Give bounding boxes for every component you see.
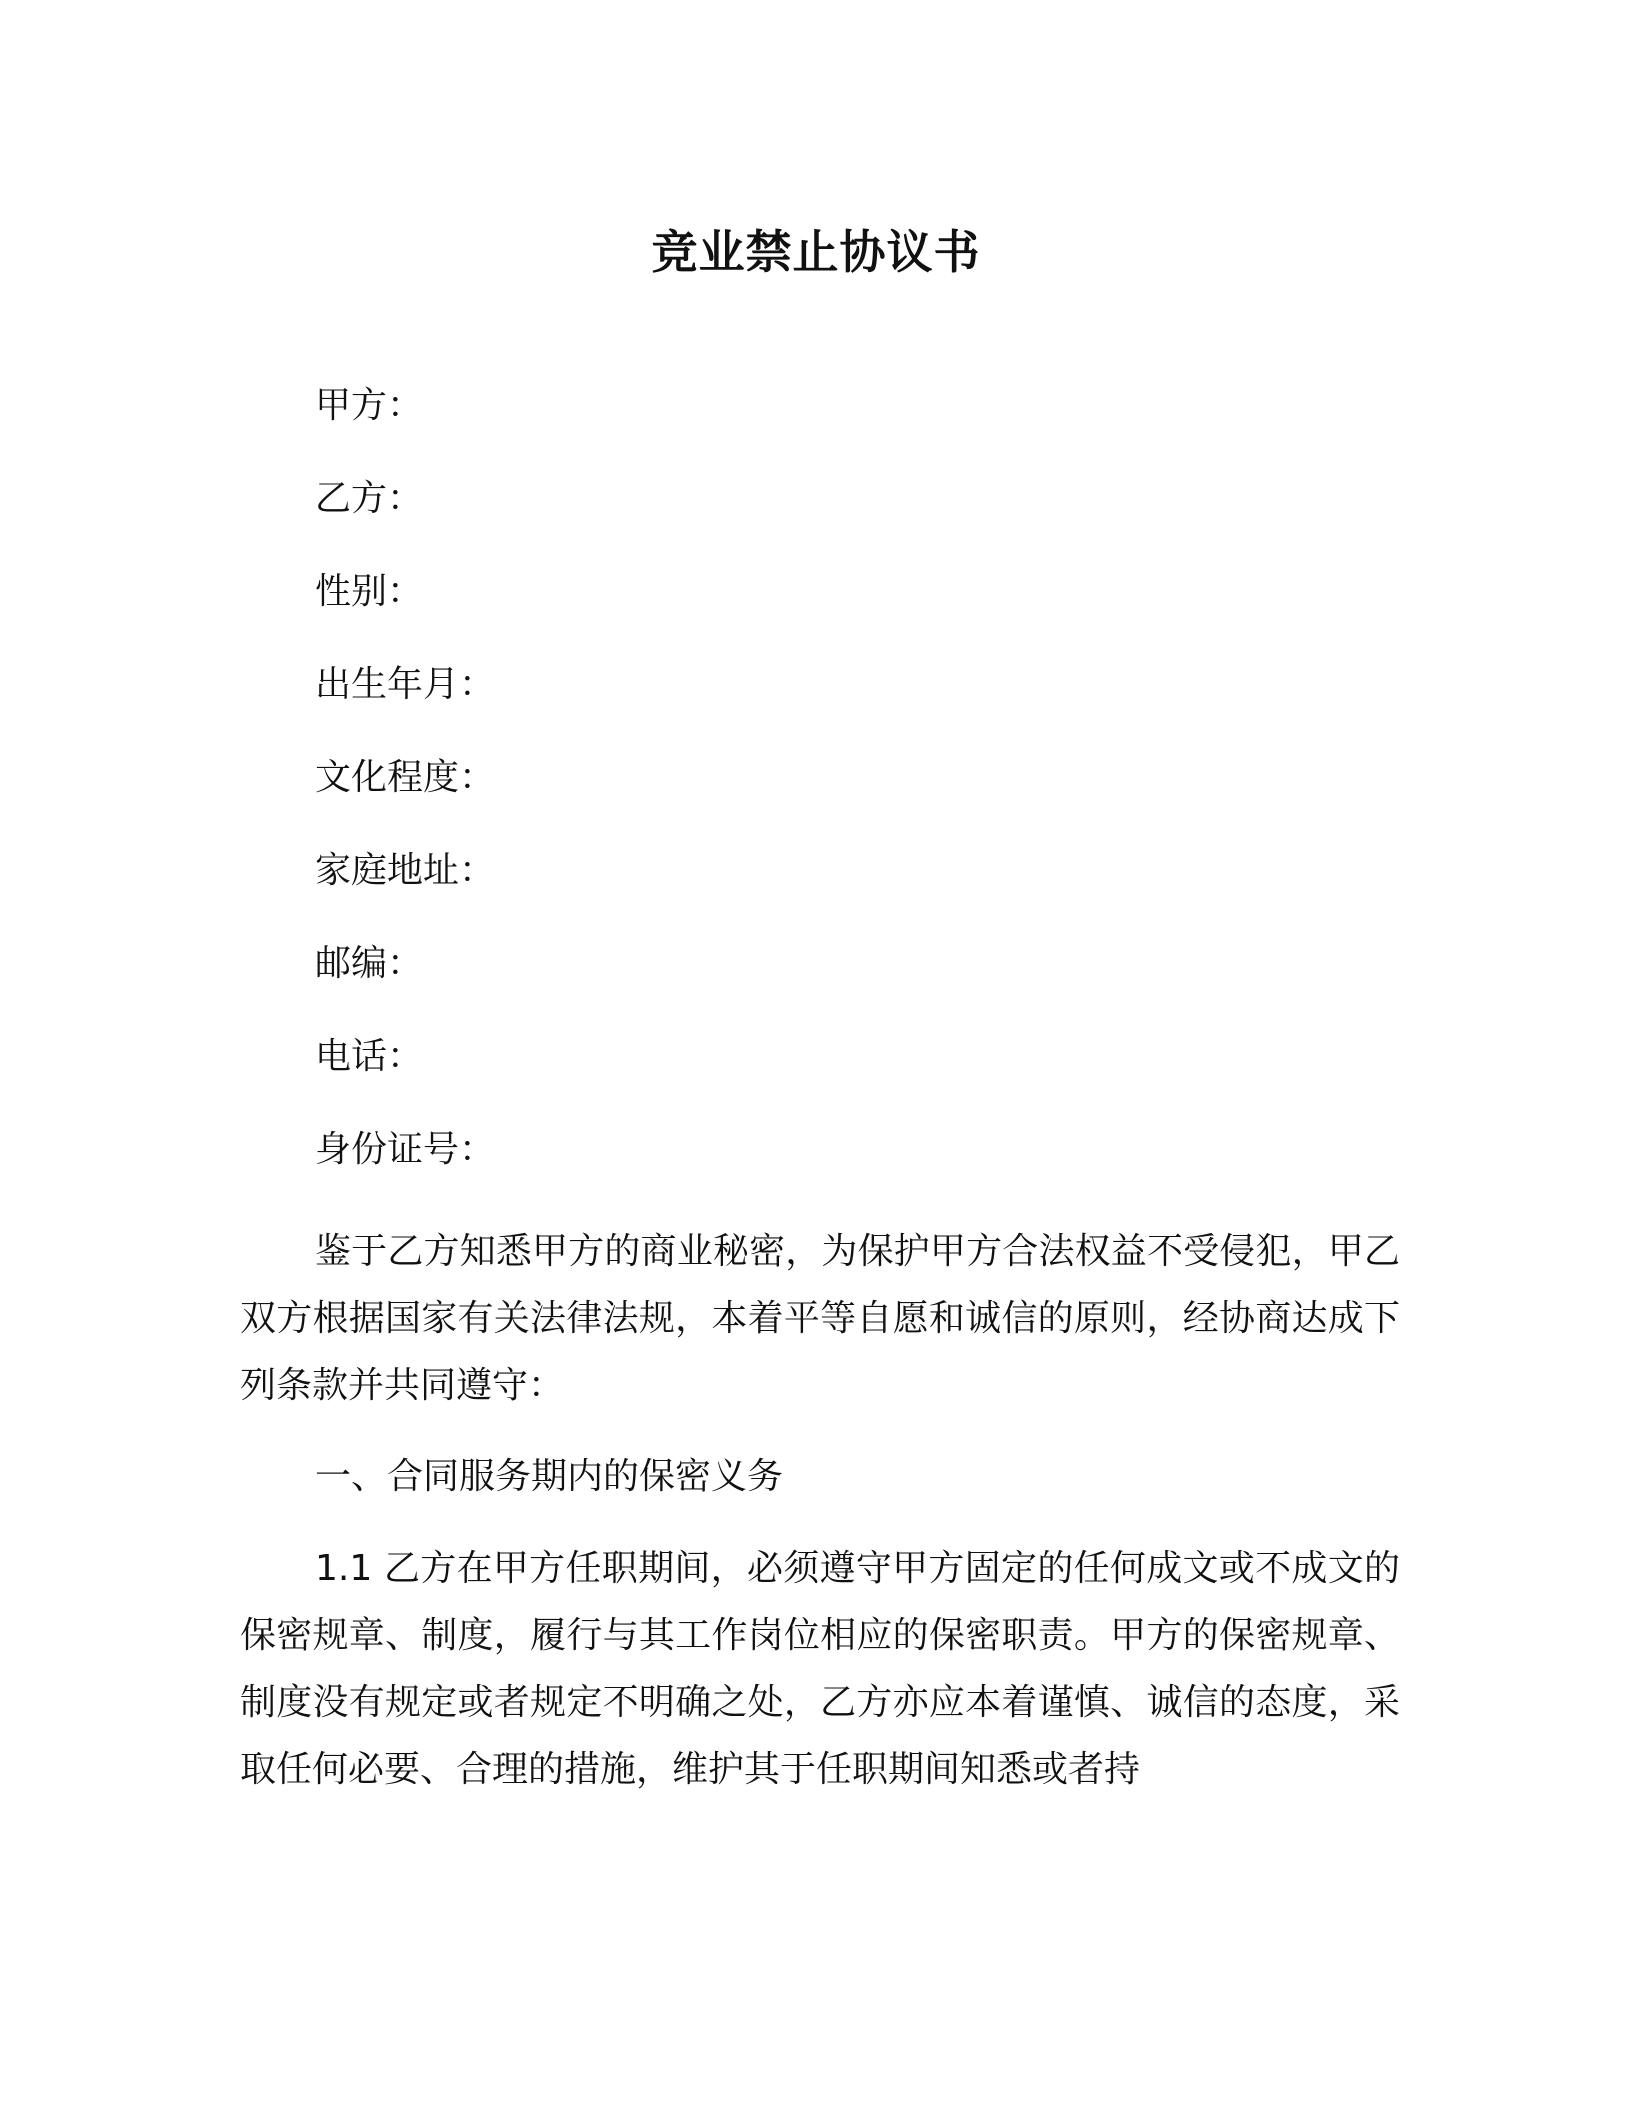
field-gender: 性别： [315, 571, 424, 612]
field-id-number: 身份证号： [315, 1129, 496, 1170]
clause-1-1-paragraph: 1.1 乙方在甲方任职期间，必须遵守甲方固定的任何成文或不成文的保密规章、制度，履行与其工作岗位相应的保密职责。甲方的保密规章、制度没有规定或者规定不明确之处，乙方亦应本着谨慎、诚信的态度，采取任何必要、合理的措施，维护其于任职期间知悉或者持 [240, 1548, 1400, 1790]
field-party-a: 甲方： [315, 385, 424, 426]
party-info-fields [315, 381, 1415, 1218]
document-title: 竞业禁止协议书 [651, 225, 981, 279]
field-home-address: 家庭地址： [315, 850, 496, 891]
field-education: 文化程度： [315, 757, 496, 798]
field-party-b: 乙方： [315, 478, 424, 519]
preamble-paragraph: 鉴于乙方知悉甲方的商业秘密，为保护甲方合法权益不受侵犯，甲乙双方根据国家有关法律法规，本着平等自愿和诚信的原则，经协商达成下列条款并共同遵守： [240, 1231, 1400, 1406]
field-postcode: 邮编： [315, 943, 424, 984]
field-phone: 电话： [315, 1036, 424, 1077]
section-heading-1: 一、合同服务期内的保密义务 [315, 1456, 784, 1497]
field-birth-date: 出生年月： [315, 664, 496, 705]
